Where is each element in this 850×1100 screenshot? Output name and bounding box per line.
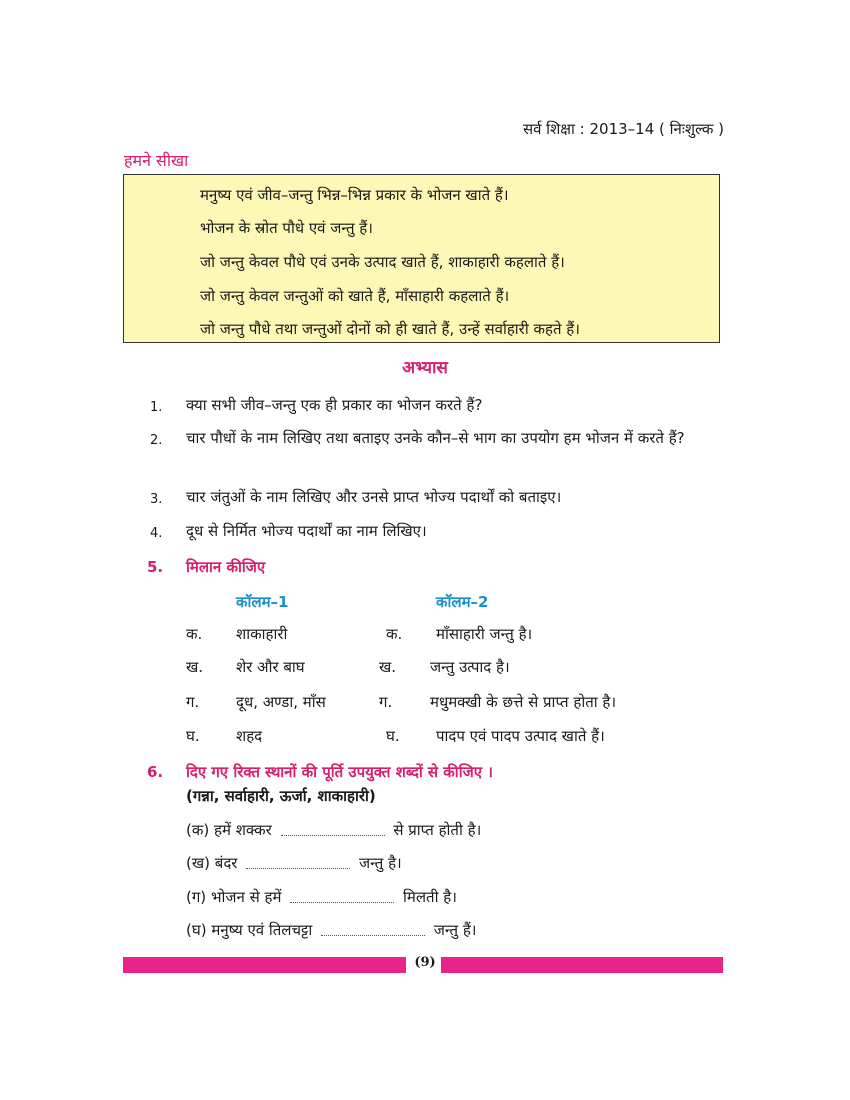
summary-line: भोजन के स्रोत पौधे एवं जन्तु हैं। [200, 219, 373, 237]
column-2-heading: कॉलम–2 [436, 593, 489, 611]
fill-item [186, 820, 481, 840]
page-header: सर्व शिक्षा : 2013–14 ( निःशुल्क ) [522, 120, 724, 138]
match-label-right: ख. [379, 658, 397, 676]
match-label-left: ख. [186, 658, 204, 676]
summary-line: जो जन्तु केवल जन्तुओं को खाते हैं, माँसाहारी कहलाते हैं। [200, 287, 510, 305]
question-text: क्या सभी जीव–जन्तु एक ही प्रकार का भोजन करते हैं? [186, 396, 483, 414]
match-item-right: जन्तु उत्पाद है। [430, 658, 510, 676]
summary-line: मनुष्य एवं जीव–जन्तु भिन्न–भिन्न प्रकार के भोजन खाते हैं। [200, 186, 509, 204]
match-label-right: घ. [386, 727, 400, 745]
match-title: मिलान कीजिए [186, 558, 266, 576]
fill-after: मिलती है। [403, 888, 457, 906]
fill-before: बंदर [214, 854, 238, 872]
match-item-right: माँसाहारी जन्तु है। [436, 625, 533, 643]
fill-item [186, 920, 476, 940]
question-number: 1. [150, 400, 163, 415]
question-number: 4. [150, 526, 163, 541]
match-item-left: शहद [236, 727, 263, 745]
fill-label: (क) [186, 821, 210, 839]
footer-bar-left [123, 957, 406, 973]
match-item-left: दूध, अण्डा, माँस [236, 693, 326, 711]
exercise-title: अभ्यास [402, 358, 448, 378]
summary-box [123, 174, 720, 343]
column-1-heading: कॉलम–1 [236, 593, 289, 611]
fill-before: मनुष्य एवं तिलचट्टा [211, 921, 313, 939]
match-item-left: शेर और बाघ [236, 658, 305, 676]
footer-bar-right [441, 957, 723, 973]
page-number: (9) [414, 955, 436, 970]
fill-before: भोजन से हमें [210, 888, 282, 906]
match-item-right: मधुमक्खी के छत्ते से प्राप्त होता है। [430, 693, 617, 711]
fill-item [186, 887, 457, 907]
question-text: चार जंतुओं के नाम लिखिए और उनसे प्राप्त भोज्य पदार्थों को बताइए। [186, 488, 562, 506]
fill-after: जन्तु हैं। [433, 921, 477, 939]
summary-title: हमने सीखा [124, 151, 189, 170]
fill-before: हमें शक्कर [214, 821, 272, 839]
match-item-right: पादप एवं पादप उत्पाद खाते हैं। [436, 727, 605, 745]
match-label-left: ग. [186, 693, 200, 711]
blank-line[interactable] [281, 825, 385, 836]
fill-label: (ग) [186, 888, 207, 906]
fill-item [186, 853, 402, 873]
match-label-left: घ. [186, 727, 200, 745]
fill-after: जन्तु है। [359, 854, 402, 872]
fill-label: (घ) [186, 921, 207, 939]
blank-line[interactable] [246, 858, 350, 869]
match-label-left: क. [186, 625, 203, 643]
match-label-right: ग. [379, 693, 393, 711]
question-number: 2. [150, 433, 163, 448]
summary-line: जो जन्तु केवल पौधे एवं उनके उत्पाद खाते हैं, शाकाहारी कहलाते हैं। [200, 253, 565, 271]
fill-title: दिए गए रिक्त स्थानों की पूर्ति उपयुक्त शब्दों से कीजिए । [186, 763, 493, 781]
fill-after: से प्राप्त होती है। [393, 821, 482, 839]
match-item-left: शाकाहारी [236, 625, 288, 643]
match-number: 5. [147, 558, 164, 576]
question-text: चार पौधों के नाम लिखिए तथा बताइए उनके कौन–से भाग का उपयोग हम भोजन में करते हैं? [186, 429, 685, 447]
summary-line: जो जन्तु पौधे तथा जन्तुओं दोनों को ही खाते हैं, उन्हें सर्वाहारी कहते हैं। [200, 320, 580, 338]
fill-label: (ख) [186, 854, 210, 872]
question-text: दूध से निर्मित भोज्य पदार्थों का नाम लिखिए। [186, 522, 427, 540]
blank-line[interactable] [321, 925, 425, 936]
question-number: 3. [150, 492, 163, 507]
match-label-right: क. [386, 625, 403, 643]
word-bank: (गन्ना, सर्वाहारी, ऊर्जा, शाकाहारी) [186, 787, 376, 805]
blank-line[interactable] [290, 892, 394, 903]
fill-number: 6. [147, 763, 164, 781]
